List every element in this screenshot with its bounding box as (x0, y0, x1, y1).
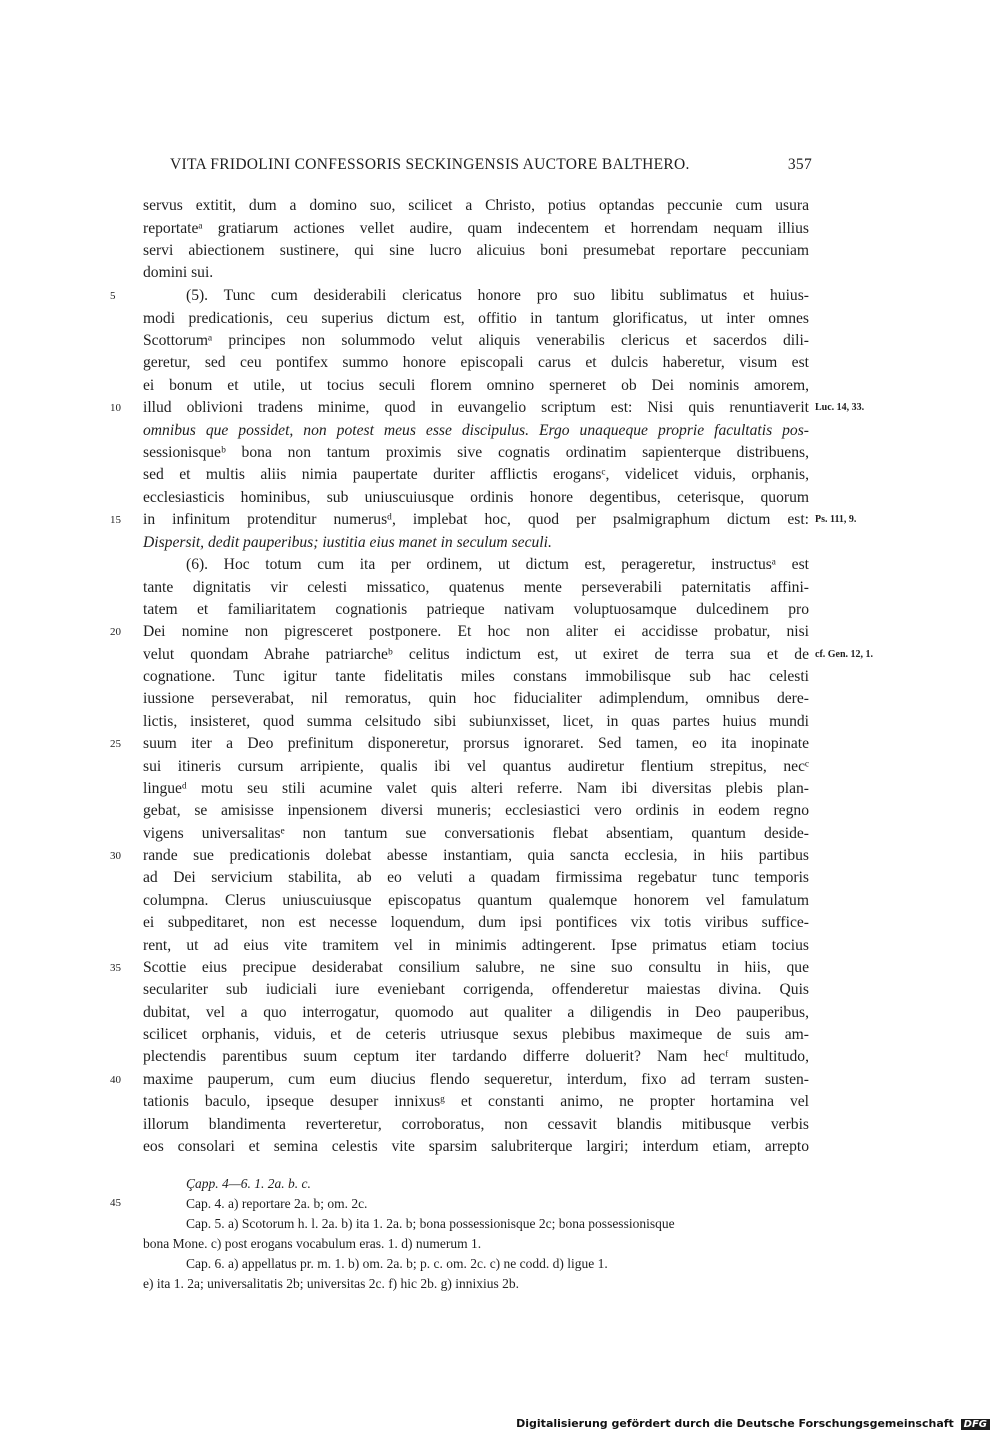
text-line: omnibus que possidet, non potest meus esse discipulus. Ergo unaqueque proprie facultatis pos- (143, 422, 809, 439)
line-number: 15 (110, 514, 121, 526)
text-line: ecclesiasticis hominibus, sub uniuscuiusque ordinis honore degentibus, ceterisque, quorum (143, 489, 809, 506)
text-line: ei subpeditaret, non est necesse loquendum, dum ipsi pontifices vix totis viribus suffice- (143, 914, 809, 931)
line-number: 10 (110, 402, 121, 414)
text-line: Dispersit, dedit pauperibus; iustitia eius manet in seculum seculi. (143, 534, 552, 551)
text-line: dubitat, vel a quo interrogatur, quomodo aut qualiter a diligendis in Deo pauperibus, (143, 1004, 809, 1021)
text-line: scilicet orphanis, viduis, et de ceteris utriusque sexus plebibus maximeque de suis am- (143, 1026, 809, 1043)
footnote-line: Cap. 4. a) reportare 2a. b; om. 2c. (186, 1196, 368, 1211)
text-line: gebat, se amisisse inpensionem diversi muneris; ecclesiastici vero ordinis in eodem regno (143, 802, 809, 819)
running-header (170, 156, 812, 174)
header-title: VITA FRIDOLINI CONFESSORIS SECKINGENSIS AUCTORE BALTHERO. (170, 156, 690, 173)
margin-reference: Luc. 14, 33. (815, 402, 865, 413)
margin-reference: Ps. 111, 9. (815, 514, 857, 525)
text-line: Scottorumᵃ principes non solummodo velut aliquis venerabilis clericus et sacerdos dili- (143, 332, 809, 349)
text-line: Scottie eius precipue desiderabat consilium salubre, ne sine suo consultu in hiis, que (143, 959, 809, 976)
text-line: lingueᵈ motu seu stili acumine valet quis alteri referre. Nam ibi diversitas plebis plan- (143, 780, 809, 797)
text-line: velut quondam Abrahe patriarcheᵇ celitus indictum est, ut exiret de terra sua et de (143, 646, 809, 663)
text-line: ei bonum et utile, ut tocius seculi florem omnino sperneret ob Dei nominis amorem, (143, 377, 809, 394)
line-number: 45 (110, 1197, 121, 1209)
line-number: 25 (110, 738, 121, 750)
line-number: 30 (110, 850, 121, 862)
text-line: columpna. Clerus uniuscuiusque episcopatus quantum qualemque honorem vel famulatum (143, 892, 809, 909)
footnote-line: bona Mone. c) post erogans vocabulum eras. 1. d) numerum 1. (143, 1236, 482, 1251)
line-number: 20 (110, 626, 121, 638)
text-line: maxime pauperum, cum eum diucius flendo sequeretur, interdum, fixo ad terram susten- (143, 1071, 809, 1088)
text-line: (6). Hoc totum cum ita per ordinem, ut dictum est, perageretur, instructusᵃ est (186, 556, 809, 573)
text-line: illorum blandimenta reverteretur, corroboratus, non cessavit blandis mitibusque verbis (143, 1116, 809, 1133)
line-number: 5 (110, 290, 116, 302)
digitization-credit (516, 1417, 990, 1430)
text-line: sed et multis aliis nimia paupertate duriter afflictis erogansᶜ, videlicet viduis, orphanis, (143, 466, 809, 483)
text-line: servi abiectionem sustinere, qui sine lucro alicuius boni presumebat reportare peccuniam (143, 242, 809, 259)
margin-reference: cf. Gen. 12, 1. (815, 649, 874, 660)
text-line: sessionisqueᵇ bona non tantum proximis sive cognatis ordinatim sapienterque distribuens, (143, 444, 809, 461)
text-line: geretur, sed ceu pontifex summo honore episcopali carus et dulcis haberetur, visum est (143, 354, 809, 371)
text-line: servus extitit, dum a domino suo, scilicet a Christo, potius optandas peccunie cum usura (143, 197, 809, 214)
text-line: suum iter a Deo prefinitum disponeretur, prorsus ignoraret. Sed tamen, eo ita inopinate (143, 735, 809, 752)
footnote-line: Cap. 6. a) appellatus pr. m. 1. b) om. 2a. b; p. c. om. 2c. c) ne codd. d) ligue 1. (186, 1256, 608, 1271)
text-line: rande sue predicationis dolebat abesse instantiam, quia sancta ecclesia, in hiis partibus (143, 847, 809, 864)
text-line: illud oblivioni tradens minime, quod in euvangelio scriptum est: Nisi quis renuntiaverit (143, 399, 809, 416)
text-line: Dei nomine non pigresceret postponere. Et hoc non aliter ei accidisse probatur, nisi (143, 623, 809, 640)
page-number: 357 (787, 156, 812, 173)
line-number: 40 (110, 1074, 121, 1086)
dfg-logo: DFG (961, 1419, 990, 1430)
text-line: (5). Tunc cum desiderabili clericatus honore pro suo libitu sublimatus et huius- (186, 287, 809, 304)
footnote-line: Cap. 5. a) Scotorum h. l. 2a. b) ita 1. 2a. b; bona possessionisque 2c; bona possessionisque (186, 1216, 675, 1231)
text-line: eos consolari et semina celestis vite sparsim salubriterque largiri; interdum etiam, arrepto (143, 1138, 809, 1155)
text-line: plectendis parentibus suum ceptum iter tardando differre doluerit? Nam hecᶠ multitudo, (143, 1048, 809, 1065)
credit-text: Digitalisierung gefördert durch die Deutsche Forschungsgemeinschaft (516, 1417, 954, 1430)
text-line: in infinitum protenditur numerusᵈ, implebat hoc, quod per psalmigraphum dictum est: (143, 511, 809, 528)
text-line: lictis, insisteret, quod summa celsitudo sibi subiunxisset, licet, in quas partes huius mundi (143, 713, 809, 730)
text-line: cognatione. Tunc igitur tante fidelitatis miles constans immobilisque sub hac celesti (143, 668, 809, 685)
text-line: ad Dei servicium stabilita, ab eo veluti a quadam firmissima regebatur tunc temporis (143, 869, 809, 886)
text-line: tante dignitatis vir celesti missatico, quatenus mente perseverabili paternitatis affini- (143, 579, 809, 596)
line-number: 35 (110, 962, 121, 974)
footnote-line: Çapp. 4—6. 1. 2a. b. c. (186, 1176, 311, 1191)
text-line: vigens universalitasᵉ non tantum sue conversationis flebat absentiam, quantum deside- (143, 825, 809, 842)
text-line: sui itineris cursum arripiente, qualis ibi vel quantus audiretur flentium strepitus, necᶜ (143, 758, 809, 775)
text-line: tatem et familiaritatem cognationis patrieque nativam voluptuosamque dulcedinem pro (143, 601, 809, 618)
text-line: rent, ut ad eius vite tramitem vel in minimis adtingerent. Ipse primatus etiam tocius (143, 937, 809, 954)
text-line: seculariter sub iudiciali iure eveniebant corrigenda, offenderetur maiestas divina. Quis (143, 981, 809, 998)
text-line: iussione perseverabat, nil remoratus, quin hoc fiducialiter adimplendum, omnibus dere- (143, 690, 809, 707)
text-line: reportateᵃ gratiarum actiones vellet audire, quam indecentem et horrendam nequam illius (143, 220, 809, 237)
footnote-line: e) ita 1. 2a; universalitatis 2b; universitas 2c. f) hic 2b. g) innixius 2b. (143, 1276, 520, 1291)
text-line: domini sui. (143, 264, 214, 281)
text-line: tationis baculo, ipseque desuper innixusᵍ et constanti animo, ne propter hortamina vel (143, 1093, 809, 1110)
text-line: modi predicationis, ceu superius dictum est, offitio in tantum glorificatus, ut inter omnes (143, 310, 809, 327)
